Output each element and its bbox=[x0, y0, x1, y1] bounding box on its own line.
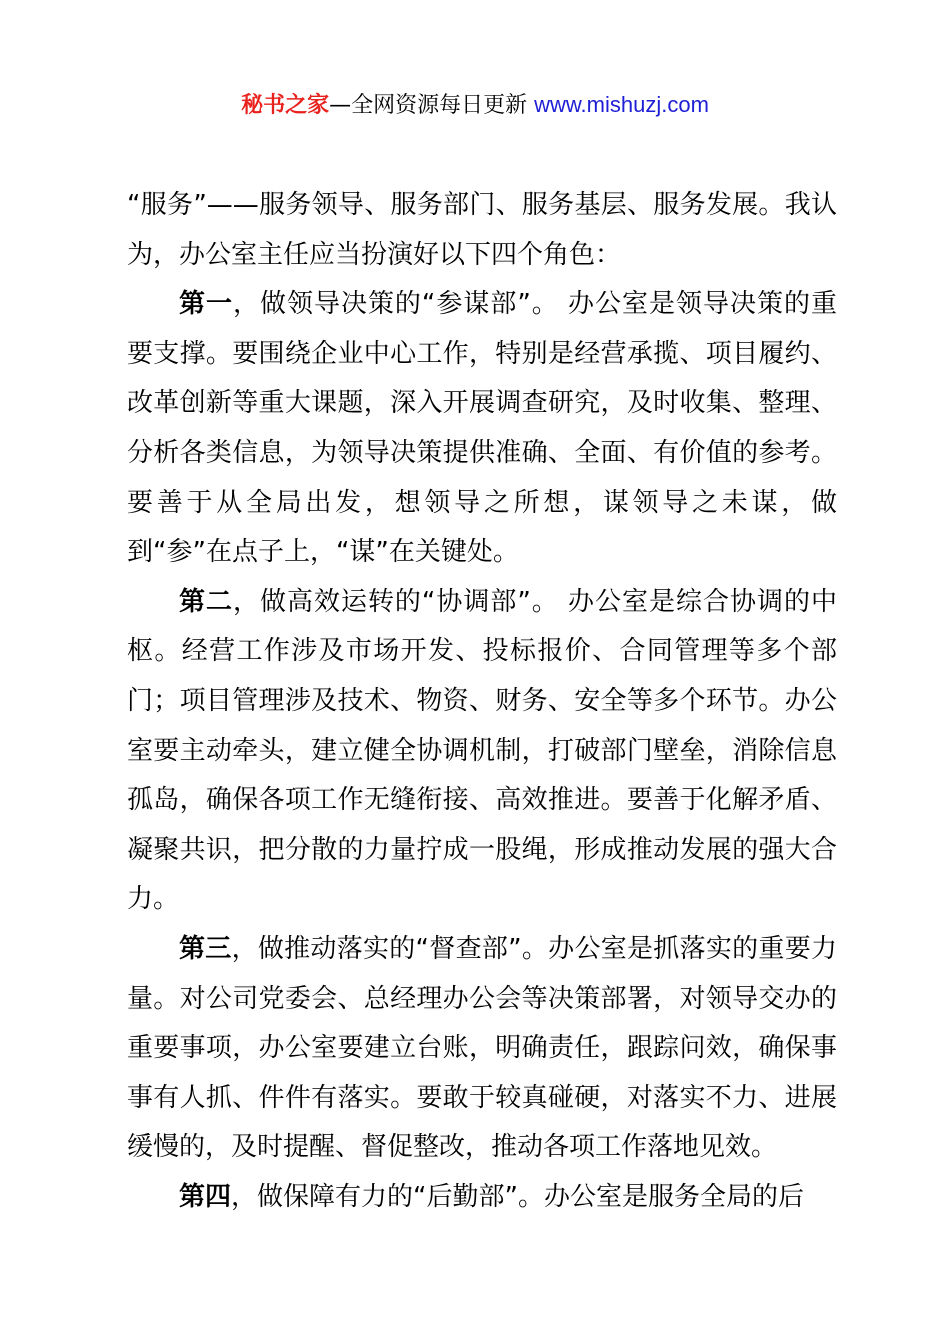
paragraph-intro bbox=[127, 181, 837, 280]
paragraph-role-2 bbox=[127, 578, 837, 925]
page-header bbox=[0, 90, 950, 121]
site-tagline: —全网资源每日更新 bbox=[329, 93, 528, 118]
paragraph-text: ，做推动落实的“督查部”。办公室是抓落实的重要力量。对公司党委会、总经理办公会等决策部署，对领导交办的重要事项，办公室要建立台账，明确责任，跟踪问效，确保事事有人抓、件件有落实。要敢于较真碰硬，对落实不力、进展缓慢的，及时提醒、督促整改，推动各项工作落地见效。 bbox=[127, 933, 837, 1163]
paragraph-text: ，做高效运转的“协调部”。 办公室是综合协调的中枢。经营工作涉及市场开发、投标报价、合同管理等多个部门；项目管理涉及技术、物资、财务、安全等多个环节。办公室要主动牵头，建立健全协调机制，打破部门壁垒，消除信息孤岛，确保各项工作无缝衔接、高效推进。要善于化解矛盾、凝聚共识，把分散的力量拧成一股绳，形成推动发展的强大合力。 bbox=[127, 586, 837, 915]
site-name: 秘书之家 bbox=[241, 93, 330, 118]
paragraph-text: ，做领导决策的“参谋部”。 办公室是领导决策的重要支撑。要围绕企业中心工作，特别是经营承揽、项目履约、改革创新等重大课题，深入开展调查研究，及时收集、整理、分析各类信息，为领导决策提供准确、全面、有价值的参考。要善于从全局出发，想领导之所想，谋领导之未谋，做到“参”在点子上，“谋”在关键处。 bbox=[127, 289, 837, 568]
paragraph-role-4 bbox=[127, 1173, 837, 1223]
paragraph-lead: 第一 bbox=[179, 289, 233, 320]
paragraph-role-3 bbox=[127, 925, 837, 1173]
paragraph-intro-text: “服务”——服务领导、服务部门、服务基层、服务发展。我认为，办公室主任应当扮演好以下四个角色： bbox=[127, 190, 837, 270]
site-url[interactable]: www.mishuzj.com bbox=[534, 92, 709, 117]
paragraph-lead: 第四 bbox=[179, 1181, 232, 1212]
paragraph-lead: 第三 bbox=[179, 933, 232, 964]
document-body bbox=[127, 181, 837, 1222]
paragraph-role-1 bbox=[127, 280, 837, 578]
paragraph-text: ，做保障有力的“后勤部”。办公室是服务全局的后 bbox=[231, 1181, 804, 1212]
paragraph-lead: 第二 bbox=[179, 586, 233, 617]
